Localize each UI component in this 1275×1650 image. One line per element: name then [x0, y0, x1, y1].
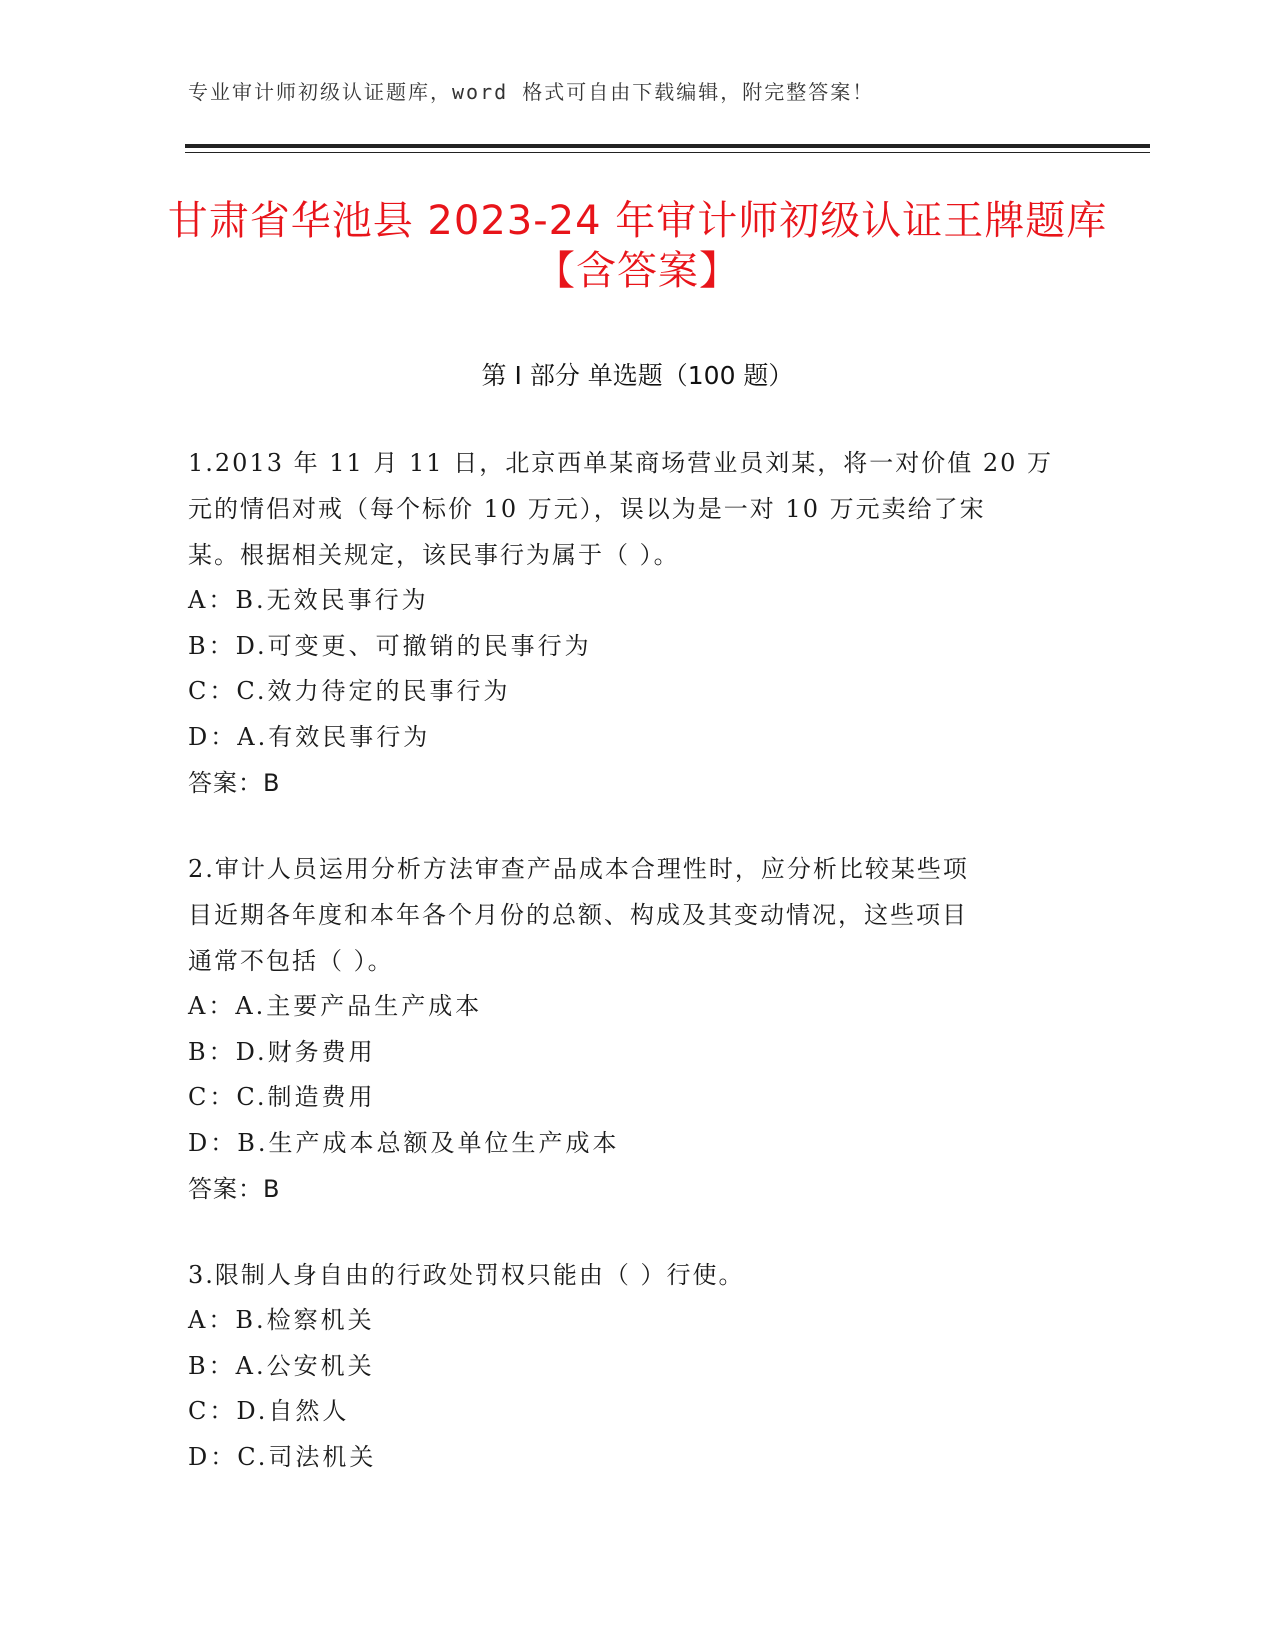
question-1-stem-line: 1.2013 年 11 月 11 日，北京西单某商场营业员刘某，将一对价值 20 万 [188, 449, 1053, 477]
question-1-stem-line: 某。根据相关规定，该民事行为属于（ ）。 [188, 541, 680, 569]
question-2-stem-line: 通常不包括（ ）。 [188, 947, 394, 975]
question-2 [188, 846, 1088, 1212]
question-1-option-b: B：D.可变更、可撤销的民事行为 [188, 631, 592, 660]
question-3-stem-line: 3.限制人身自由的行政处罚权只能由（ ）行使。 [188, 1261, 745, 1289]
question-2-stem-line: 目近期各年度和本年各个月份的总额、构成及其变动情况，这些项目 [188, 901, 968, 929]
question-3-option-d: D：C.司法机关 [188, 1442, 377, 1471]
question-3 [188, 1252, 1088, 1480]
question-3-option-c: C：D.自然人 [188, 1397, 350, 1425]
question-1 [188, 440, 1088, 806]
question-1-option-c: C：C.效力待定的民事行为 [188, 677, 511, 705]
question-1-option-d: D：A.有效民事行为 [188, 722, 431, 751]
header-rule-thick [185, 144, 1150, 148]
document-title: 甘肃省华池县 2023-24 年审计师初级认证王牌题库【含答案】 [167, 198, 1108, 294]
question-2-option-c: C：C.制造费用 [188, 1083, 376, 1111]
header-rule-thin [185, 152, 1150, 153]
header-note: 专业审计师初级认证题库，word 格式可自由下载编辑，附完整答案！ [188, 80, 875, 104]
question-3-option-b: B：A.公安机关 [188, 1351, 375, 1380]
question-2-option-b: B：D.财务费用 [188, 1037, 376, 1066]
question-2-stem-line: 2.审计人员运用分析方法审查产品成本合理性时，应分析比较某些项 [188, 855, 969, 883]
question-2-option-a: A：A.主要产品生产成本 [188, 992, 483, 1020]
question-1-option-a: A：B.无效民事行为 [188, 586, 429, 614]
question-1-stem-line: 元的情侣对戒（每个标价 10 万元），误以为是一对 10 万元卖给了宋 [188, 495, 986, 523]
question-2-option-d: D：B.生产成本总额及单位生产成本 [188, 1128, 620, 1157]
question-1-answer: 答案：B [188, 769, 281, 797]
question-2-answer: 答案：B [188, 1175, 281, 1203]
section-title: 第 I 部分 单选题（100 题） [481, 361, 794, 390]
question-3-option-a: A：B.检察机关 [188, 1306, 375, 1334]
